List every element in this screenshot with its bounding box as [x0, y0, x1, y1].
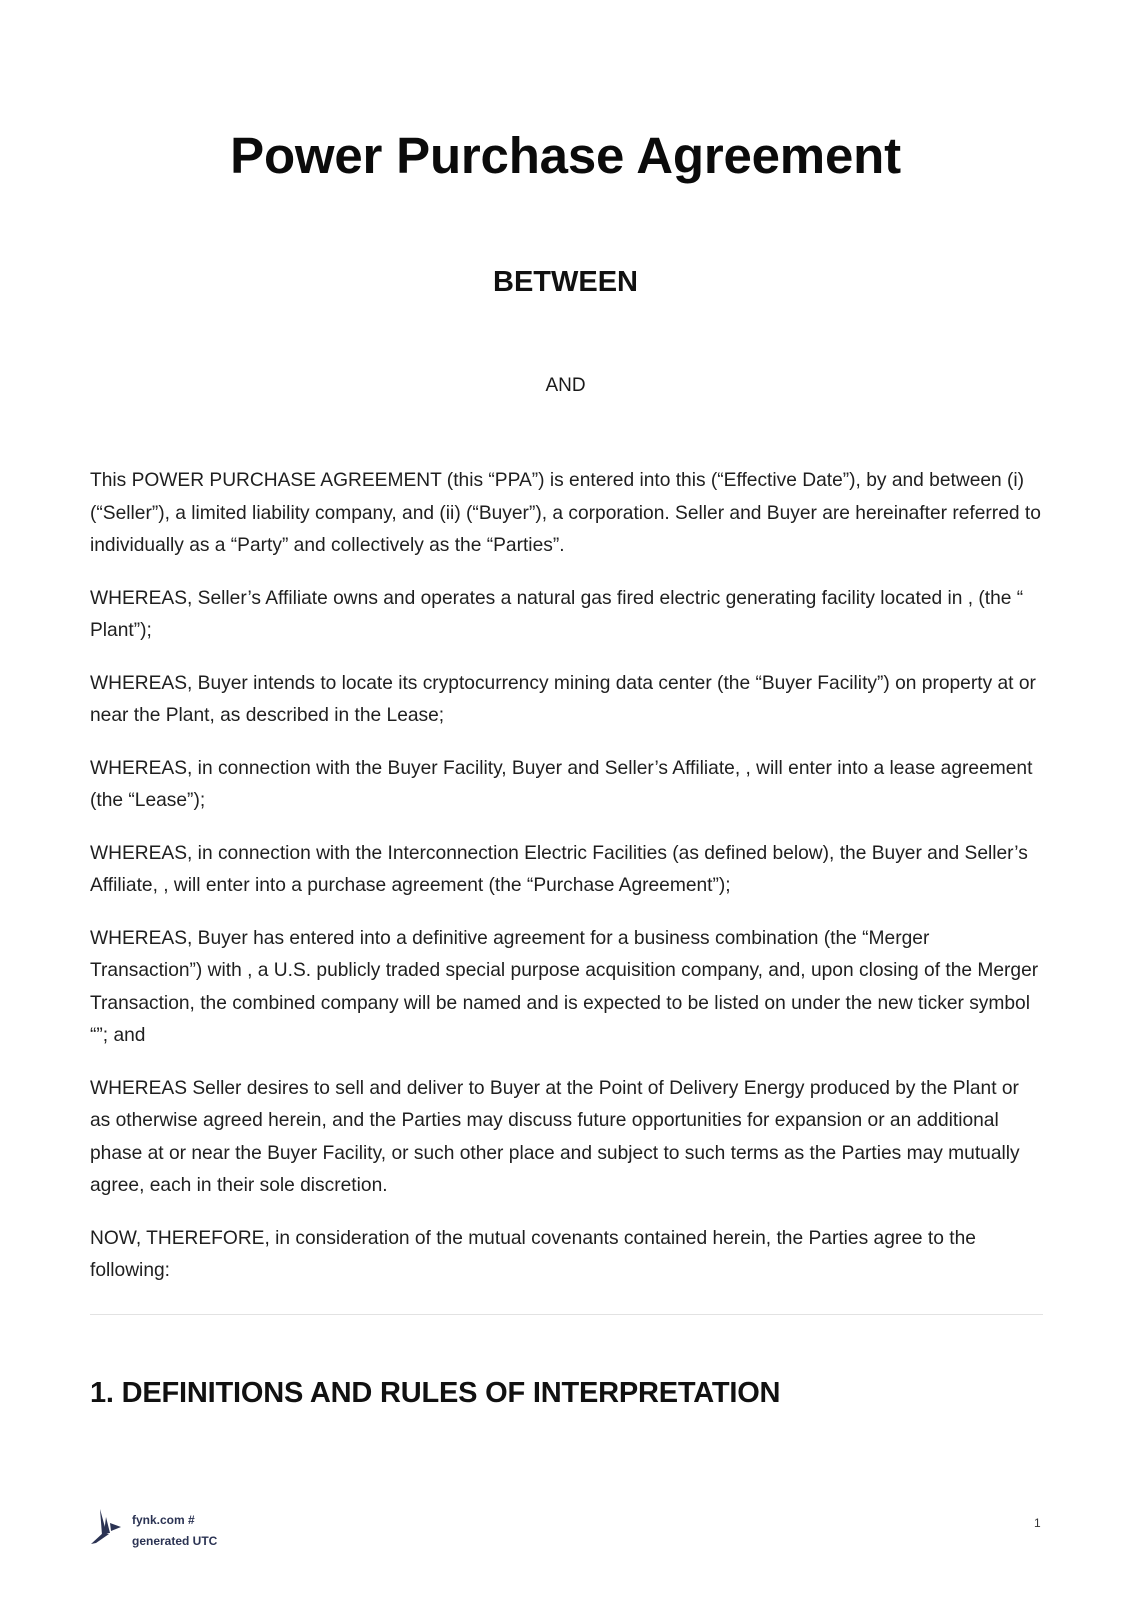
- footer-text: [132, 1510, 217, 1552]
- document-title: Power Purchase Agreement: [230, 127, 901, 184]
- recital-paragraph: WHEREAS, in connection with the Interconnection Electric Facilities (as defined below), the Buyer and Seller’s Affiliate, , will enter into a purchase agreement (the “Purchase Agreement”);: [90, 842, 1028, 896]
- recital-paragraph: WHEREAS, Seller’s Affiliate owns and operates a natural gas fired electric generating facility located in , (the “ Plant”);: [90, 587, 1024, 641]
- document-body: [90, 465, 1041, 1308]
- recital-paragraph: WHEREAS Seller desires to sell and deliver to Buyer at the Point of Delivery Energy produced by the Plant or as otherwise agreed herein, and the Parties may discuss future opportunities for expansion or an additional phase at or near the Buyer Facility, or such other place and subject to such terms as the Parties may mutually agree, each in their sole discretion.: [90, 1077, 1020, 1196]
- fynk-bird-logo-icon: [90, 1507, 122, 1545]
- section-heading: 1. DEFINITIONS AND RULES OF INTERPRETATION: [90, 1377, 781, 1409]
- section-divider: [90, 1314, 1043, 1315]
- recital-paragraph: WHEREAS, Buyer has entered into a definitive agreement for a business combination (the “Merger Transaction”) with , a U.S. publicly traded special purpose acquisition company, and, upon closing of the Merger Transaction, the combined company will be named and is expected to be listed on under the new ticker symbol “”; and: [90, 927, 1039, 1046]
- page-number: 1: [1034, 1516, 1041, 1530]
- agreement-paragraph: NOW, THEREFORE, in consideration of the mutual covenants contained herein, the Parties agree to the following:: [90, 1227, 976, 1281]
- footer-site-line: fynk.com #: [132, 1513, 195, 1527]
- intro-paragraph: This POWER PURCHASE AGREEMENT (this “PPA”) is entered into this (“Effective Date”), by and between (i) (“Seller”), a limited liability company, and (ii) (“Buyer”), a corporation. Seller and Buyer are hereinafter referred to individually as a “Party” and collectively as the “Parties”.: [90, 470, 1041, 556]
- and-label: AND: [545, 375, 586, 396]
- between-heading: BETWEEN: [493, 266, 638, 298]
- recital-paragraph: WHEREAS, Buyer intends to locate its cryptocurrency mining data center (the “Buyer Facility”) on property at or near the Plant, as described in the Lease;: [90, 672, 1036, 726]
- recital-paragraph: WHEREAS, in connection with the Buyer Facility, Buyer and Seller’s Affiliate, , will enter into a lease agreement (the “Lease”);: [90, 757, 1033, 811]
- footer-generated-line: generated UTC: [132, 1534, 218, 1548]
